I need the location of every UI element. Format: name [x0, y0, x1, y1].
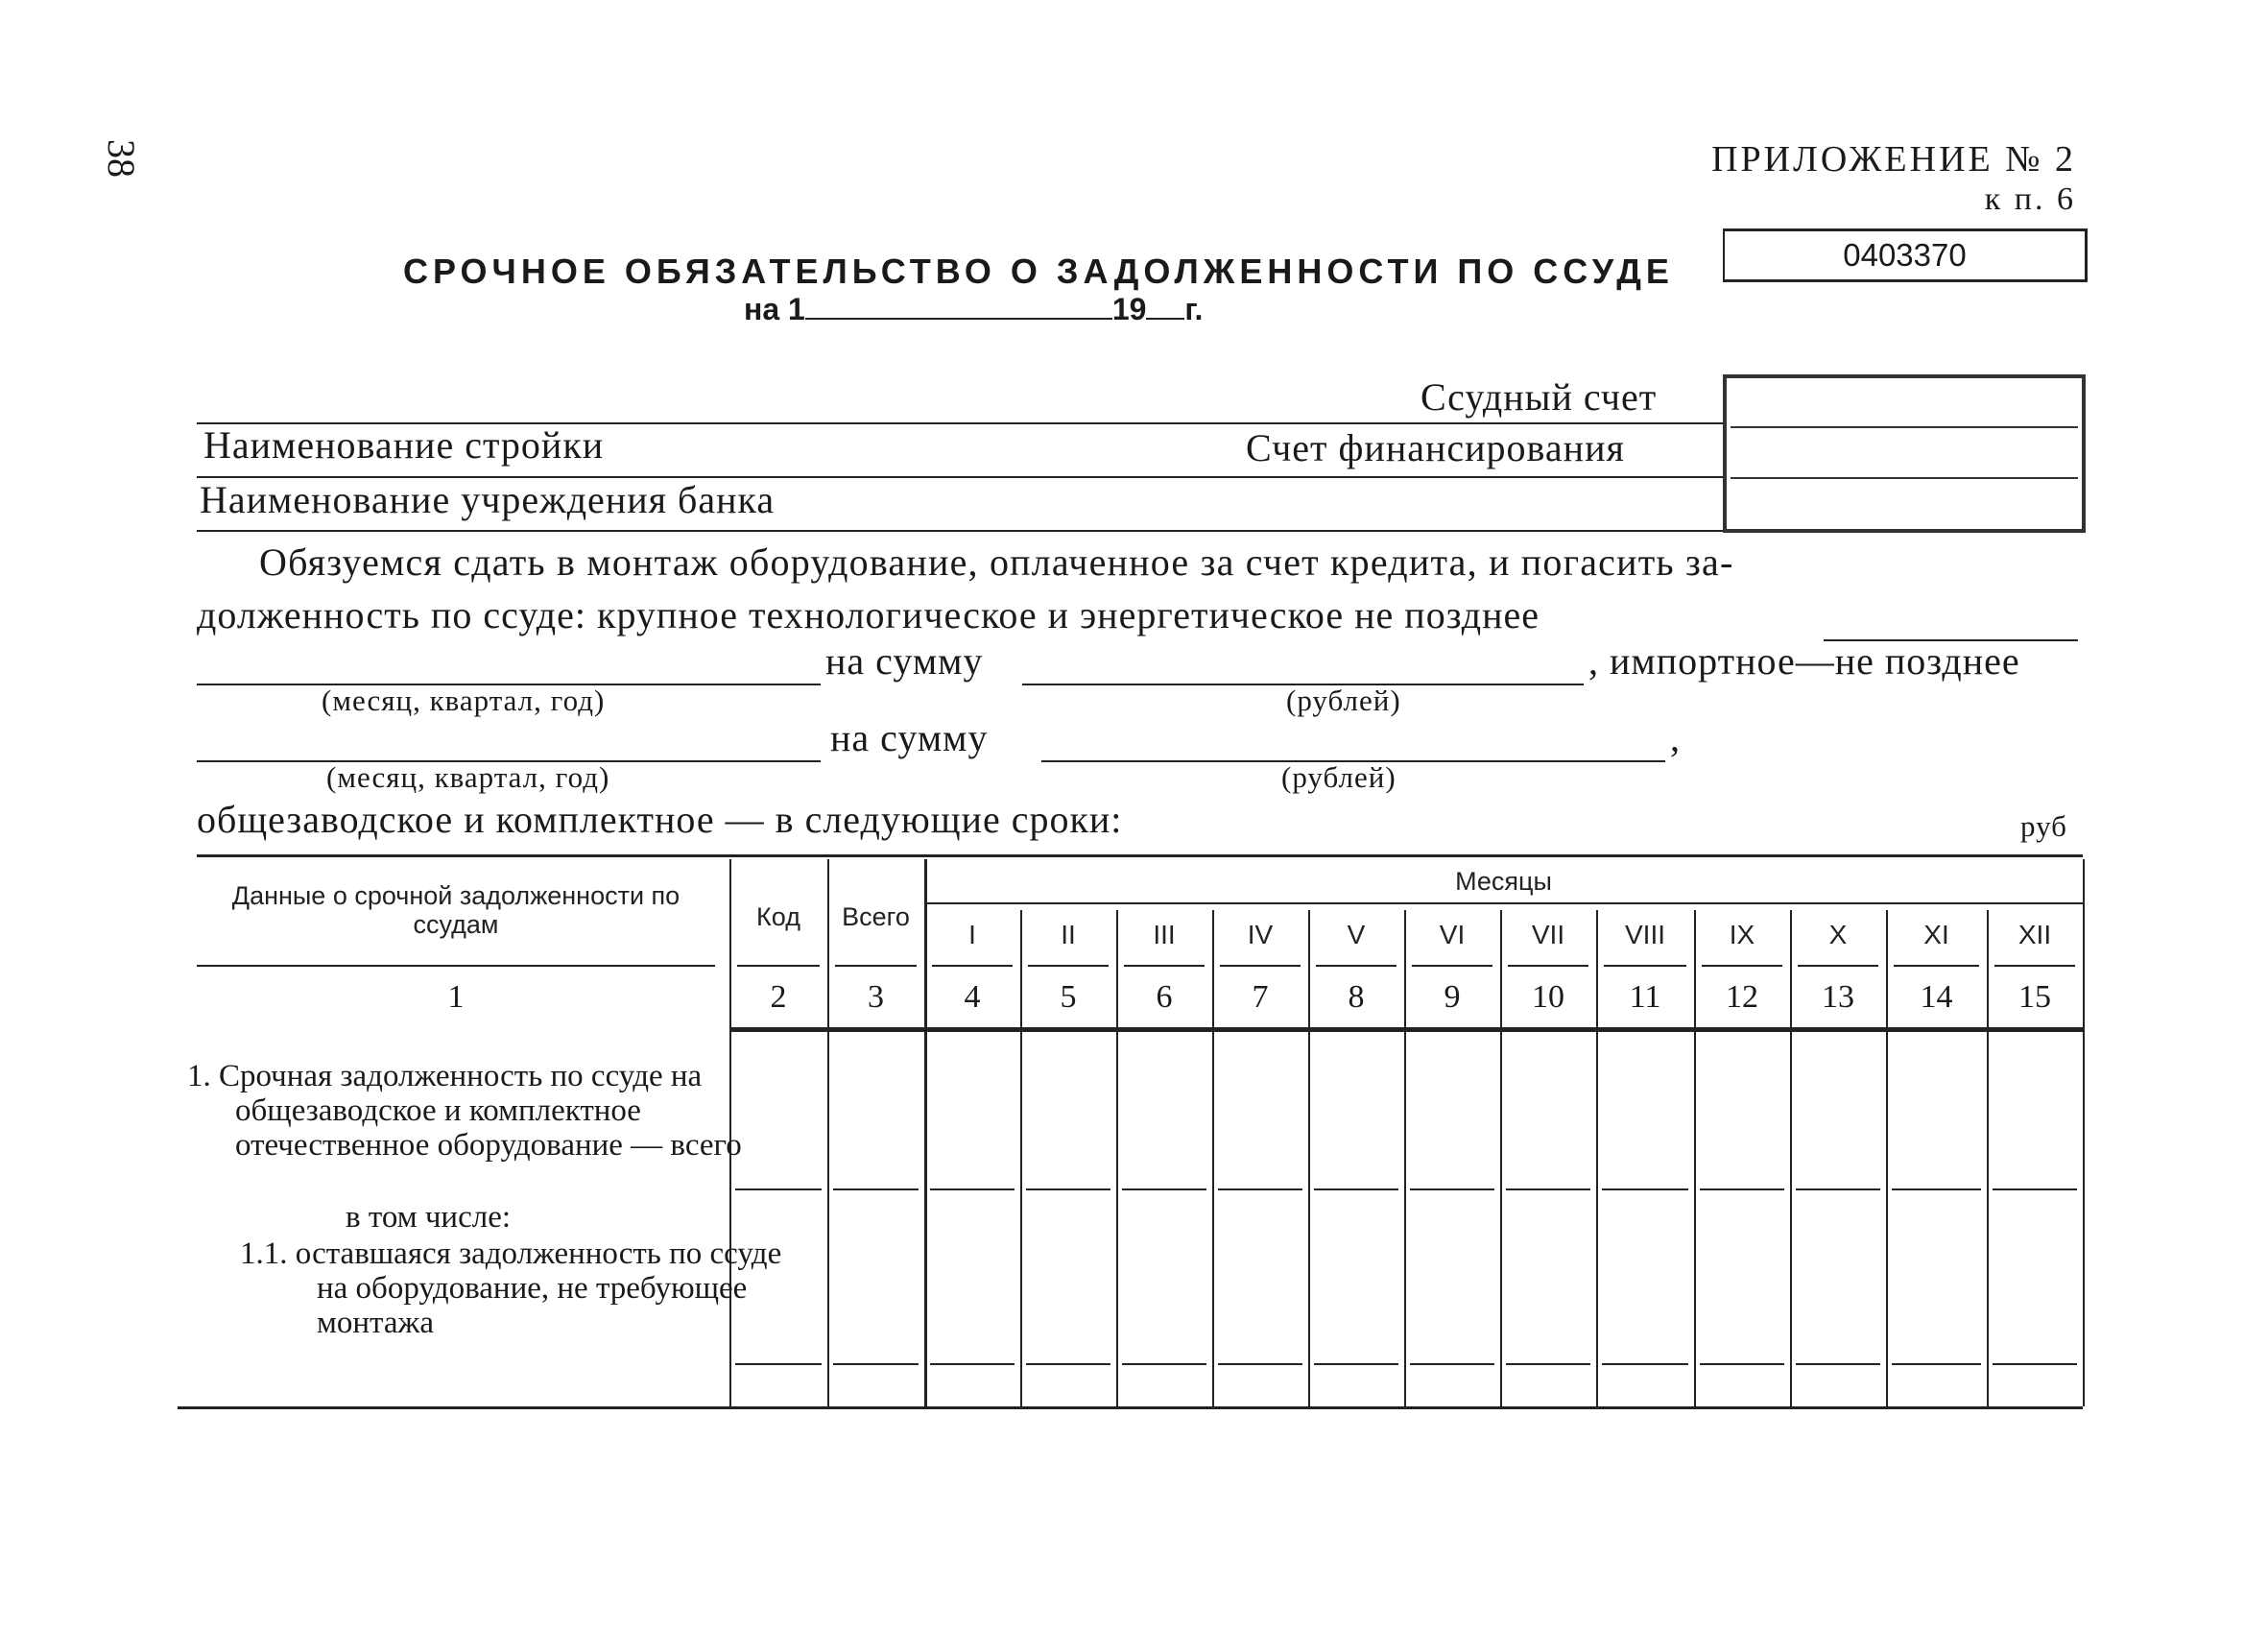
row-rule: [1602, 1363, 1688, 1365]
row-rule: [1314, 1363, 1398, 1365]
col-number-15: 15: [2018, 979, 2051, 1015]
cell-row-1-1[interactable]: [1216, 1195, 1304, 1358]
col-number-10: 10: [1532, 979, 1564, 1015]
cell-row-1-1[interactable]: [1408, 1195, 1496, 1358]
col-header-data: Данные о срочной задолженности по ссудам: [231, 881, 680, 939]
date-suffix: г.: [1184, 292, 1204, 326]
month-header-7: VII: [1531, 920, 1565, 949]
row-rule: [1410, 1363, 1494, 1365]
page-number: 38: [100, 139, 143, 178]
row-1-1-label: 1.1. оставшаяся задолженность по ссуде на оборудование, не требующее монтажа: [240, 1236, 782, 1340]
col-number-1: 1: [447, 979, 465, 1015]
cell-row-1[interactable]: [733, 1037, 824, 1181]
row-rule: [1700, 1363, 1784, 1365]
cell-row-1-1[interactable]: [1600, 1195, 1690, 1358]
body-line-2: долженность по ссуде: крупное технологическое и энергетическое не позднее: [197, 593, 1540, 636]
date-year-blank[interactable]: [1146, 318, 1184, 320]
account-number-box: [1723, 374, 2086, 533]
col-number-11: 11: [1629, 979, 1661, 1015]
row-rule: [1410, 1188, 1494, 1190]
loan-account-field[interactable]: [1731, 426, 2078, 428]
cell-row-1-1[interactable]: [1991, 1195, 2079, 1358]
header-rule: [1028, 965, 1109, 967]
cell-row-1[interactable]: [1216, 1037, 1304, 1181]
month-header-11: XI: [1923, 920, 1949, 949]
loan-account-label: Ссудный счет: [1420, 375, 1658, 419]
cell-row-1-1[interactable]: [1890, 1195, 1983, 1358]
col-header-total: Всего: [842, 902, 910, 931]
on-sum-label-2: на сумму: [830, 716, 989, 759]
cell-row-1-1[interactable]: [1504, 1195, 1592, 1358]
financing-account-field[interactable]: [1731, 477, 2078, 479]
row-rule: [833, 1363, 919, 1365]
col-header-months: Месяцы: [1455, 867, 1552, 896]
table-top-rule: [197, 854, 2083, 857]
header-rule: [1702, 965, 1782, 967]
month-header-1: I: [968, 920, 976, 949]
row-rule: [1892, 1188, 1981, 1190]
period-caption-2: (месяц, квартал, год): [326, 760, 610, 794]
row-rule: [1993, 1188, 2077, 1190]
col-number-9: 9: [1444, 979, 1461, 1015]
cell-row-1[interactable]: [1504, 1037, 1592, 1181]
divider: [197, 530, 1723, 532]
appendix-title: ПРИЛОЖЕНИЕ № 2: [1711, 139, 2076, 180]
appendix-ref: к п. 6: [1984, 181, 2076, 217]
cell-row-1[interactable]: [1312, 1037, 1400, 1181]
month-header-6: VI: [1439, 920, 1466, 949]
header-rule: [1798, 965, 1878, 967]
cell-row-1[interactable]: [1408, 1037, 1496, 1181]
month-header-9: IX: [1729, 920, 1755, 949]
comma: ,: [1670, 716, 1681, 759]
row-rule: [1796, 1188, 1880, 1190]
unit-label: руб: [2020, 809, 2067, 843]
form-code: 0403370: [1723, 228, 2088, 282]
row-1-label: 1. Срочная задолженность по ссуде на общезаводское и комплектное отечественное оборудование — всего: [187, 1059, 742, 1163]
document-title: СРОЧНОЕ ОБЯЗАТЕЛЬСТВО О ЗАДОЛЖЕННОСТИ ПО ССУДЕ: [403, 252, 1674, 291]
month-header-10: X: [1828, 920, 1848, 949]
row-rule: [1506, 1188, 1590, 1190]
header-rule: [197, 965, 715, 967]
date-line: [744, 292, 1203, 327]
cell-row-1[interactable]: [1890, 1037, 1983, 1181]
header-rule: [932, 965, 1013, 967]
cell-row-1-1[interactable]: [1120, 1195, 1208, 1358]
cell-row-1-1[interactable]: [1024, 1195, 1112, 1358]
table-bottom-rule: [178, 1406, 2083, 1409]
cell-row-1[interactable]: [1698, 1037, 1786, 1181]
col-number-8: 8: [1348, 979, 1365, 1015]
header-rule: [737, 965, 820, 967]
col-header-code: Код: [756, 902, 800, 931]
period-caption-1: (месяц, квартал, год): [322, 684, 606, 717]
date-year: 19: [1111, 292, 1147, 326]
cell-row-1[interactable]: [831, 1037, 920, 1181]
row-rule: [1314, 1188, 1398, 1190]
imported-label: , импортное—не позднее: [1588, 639, 2020, 683]
cell-row-1-1[interactable]: [1794, 1195, 1882, 1358]
header-rule: [1508, 965, 1588, 967]
row-rule: [735, 1188, 822, 1190]
header-rule: [1316, 965, 1397, 967]
col-number-7: 7: [1252, 979, 1269, 1015]
cell-row-1-1[interactable]: [928, 1195, 1016, 1358]
row-sub-label: в том числе:: [346, 1200, 512, 1235]
row-rule: [1122, 1188, 1206, 1190]
number-row-rule: [729, 1027, 2083, 1032]
table-column-line: [2083, 859, 2085, 1406]
row-rule: [1602, 1188, 1688, 1190]
row-rule: [833, 1188, 919, 1190]
col-number-6: 6: [1156, 979, 1173, 1015]
row-rule: [1218, 1188, 1302, 1190]
col-number-13: 13: [1822, 979, 1854, 1015]
cell-row-1[interactable]: [1991, 1037, 2079, 1181]
col-number-12: 12: [1726, 979, 1758, 1015]
row-rule: [1026, 1363, 1110, 1365]
cell-row-1[interactable]: [928, 1037, 1016, 1181]
rubles-caption-1: (рублей): [1286, 684, 1401, 717]
cell-row-1[interactable]: [1600, 1037, 1690, 1181]
cell-row-1[interactable]: [1120, 1037, 1208, 1181]
row-rule: [1122, 1363, 1206, 1365]
header-rule: [1894, 965, 1979, 967]
row-rule: [1700, 1188, 1784, 1190]
col-number-2: 2: [770, 979, 787, 1015]
cell-row-1-1[interactable]: [733, 1195, 824, 1358]
row-rule: [1218, 1363, 1302, 1365]
header-rule: [1604, 965, 1686, 967]
row-rule: [1026, 1188, 1110, 1190]
appendix-header: [1711, 139, 2076, 220]
bank-name-label: Наименование учреждения банка: [200, 478, 776, 521]
month-header-4: IV: [1247, 920, 1274, 949]
months-header-rule: [924, 902, 2083, 904]
col-number-4: 4: [964, 979, 981, 1015]
col-number-5: 5: [1060, 979, 1077, 1015]
construction-name-label: Наименование стройки: [203, 423, 605, 467]
month-header-5: V: [1347, 920, 1366, 949]
header-rule: [1124, 965, 1205, 967]
row-rule: [1506, 1363, 1590, 1365]
row-rule: [1796, 1363, 1880, 1365]
col-number-3: 3: [868, 979, 884, 1015]
date-month-blank[interactable]: [805, 318, 1112, 320]
row-rule: [1892, 1363, 1981, 1365]
month-header-3: III: [1153, 920, 1176, 949]
cell-row-1-1[interactable]: [831, 1195, 920, 1358]
row-rule: [930, 1363, 1015, 1365]
row-rule: [1993, 1363, 2077, 1365]
month-header-12: XII: [2017, 920, 2052, 949]
header-rule: [1994, 965, 2075, 967]
header-rule: [1412, 965, 1492, 967]
body-line-1: Обязуемся сдать в монтаж оборудование, оплаченное за счет кредита, и погасить за-: [259, 540, 1734, 584]
row-rule: [735, 1363, 822, 1365]
month-header-2: II: [1061, 920, 1076, 949]
col-number-14: 14: [1920, 979, 1953, 1015]
table-column-line: [827, 859, 829, 1406]
cell-row-1[interactable]: [1024, 1037, 1112, 1181]
cell-row-1-1[interactable]: [1312, 1195, 1400, 1358]
date-prefix: на 1: [744, 292, 805, 326]
general-equipment-line: общезаводское и комплектное — в следующие сроки:: [197, 798, 1123, 841]
header-rule: [835, 965, 917, 967]
row-rule: [930, 1188, 1015, 1190]
cell-row-1[interactable]: [1794, 1037, 1882, 1181]
header-rule: [1220, 965, 1301, 967]
financing-account-label: Счет финансирования: [1246, 426, 1625, 469]
cell-row-1-1[interactable]: [1698, 1195, 1786, 1358]
rubles-caption-2: (рублей): [1281, 760, 1397, 794]
month-header-8: VIII: [1624, 920, 1665, 949]
on-sum-label-1: на сумму: [825, 639, 984, 683]
